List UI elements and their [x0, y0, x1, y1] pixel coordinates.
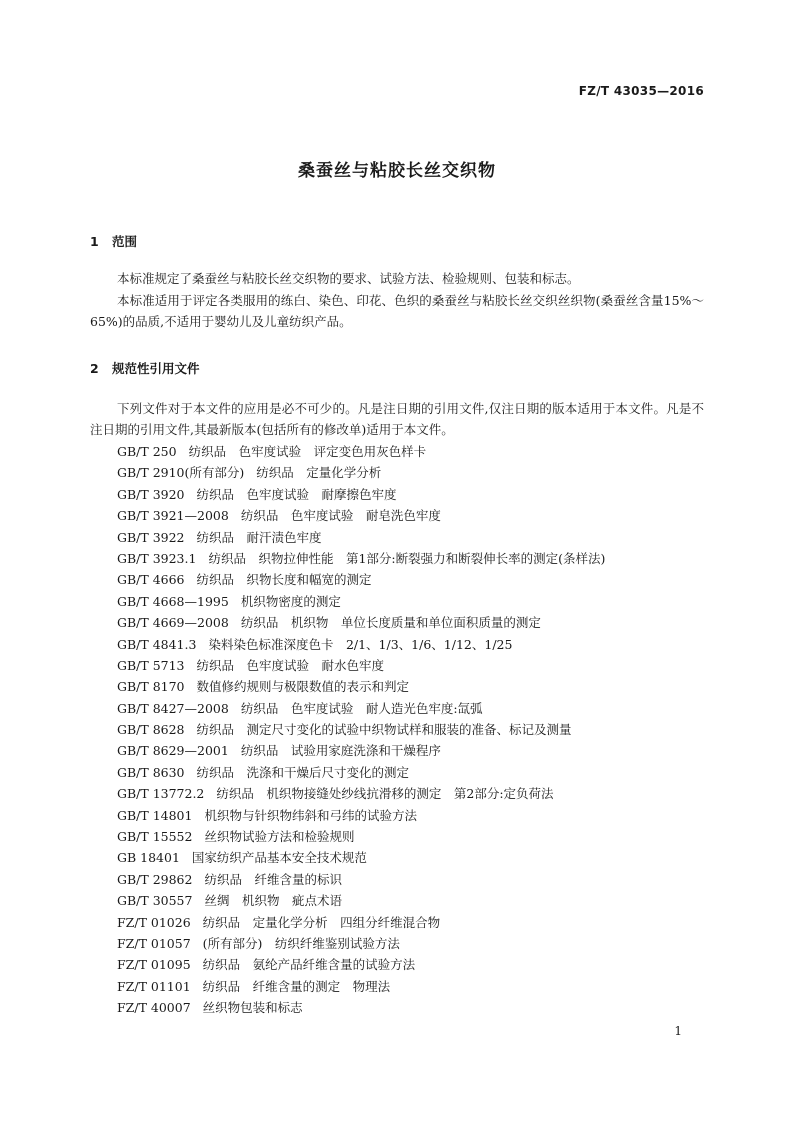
scope-paragraph-2: 本标准适用于评定各类服用的练白、染色、印花、色织的桑蚕丝与粘胶长丝交织丝织物(桑蚕丝含量15%～65%)的品质,不适用于婴幼儿及儿童纺织产品。	[90, 293, 704, 329]
reference-code: GB/T 2910(所有部分)	[117, 465, 245, 481]
section-title: 范围	[112, 234, 138, 249]
page-number: 1	[674, 1024, 682, 1038]
reference-code: FZ/T 01026	[117, 914, 191, 930]
reference-item	[117, 698, 605, 719]
reference-code: GB/T 4841.3	[117, 636, 197, 652]
scope-paragraph-1: 本标准规定了桑蚕丝与粘胶长丝交织物的要求、试验方法、检验规则、包装和标志。	[117, 271, 580, 286]
reference-code: GB/T 250	[117, 444, 177, 459]
reference-title: 纺织品 纤维含量的标识	[204, 871, 342, 887]
reference-title: 国家纺织产品基本安全技术规范	[191, 850, 367, 866]
reference-title: 纺织品 机织物接缝处纱线抗滑移的测定 第2部分:定负荷法	[216, 786, 554, 802]
reference-code: GB/T 30557	[117, 893, 193, 909]
reference-title: 丝织物包装和标志	[202, 1000, 303, 1016]
reference-title: 纺织品 机织物 单位长度质量和单位面积质量的测定	[240, 615, 541, 631]
reference-item	[117, 954, 605, 975]
reference-item	[117, 591, 605, 612]
reference-code: GB 18401	[117, 850, 180, 866]
reference-title: 纺织品 氨纶产品纤维含量的试验方法	[202, 957, 416, 973]
reference-item	[117, 890, 605, 911]
reference-item	[117, 719, 605, 740]
reference-code: GB/T 4669—2008	[117, 615, 229, 631]
reference-title: 纺织品 测定尺寸变化的试验中织物试样和服装的准备、标记及测量	[196, 722, 572, 738]
reference-code: GB/T 5713	[117, 657, 185, 673]
reference-code: FZ/T 01095	[117, 957, 191, 973]
document-title: 桑蚕丝与粘胶长丝交织物	[298, 161, 496, 181]
reference-item	[117, 783, 605, 804]
reference-code: GB/T 8628	[117, 722, 185, 738]
reference-item	[117, 569, 605, 590]
reference-item	[117, 548, 605, 569]
reference-title: 纺织品 色牢度试验 评定变色用灰色样卡	[188, 444, 427, 459]
reference-item	[117, 976, 605, 997]
reference-title: 纺织品 色牢度试验 耐摩擦色牢度	[196, 486, 397, 502]
reference-code: GB/T 14801	[117, 807, 193, 823]
reference-title: 纺织品 色牢度试验 耐皂洗色牢度	[240, 508, 441, 524]
reference-item	[117, 762, 605, 783]
reference-title: 纺织品 定量化学分析	[256, 465, 382, 481]
reference-title: 机织物与针织物纬斜和弓纬的试验方法	[204, 807, 417, 823]
reference-item	[117, 462, 605, 483]
reference-title: 数值修约规则与极限数值的表示和判定	[196, 679, 410, 695]
reference-item	[117, 997, 605, 1018]
reference-item	[117, 634, 605, 655]
reference-list	[117, 441, 605, 1019]
references-intro-paragraph: 下列文件对于本文件的应用是必不可少的。凡是注日期的引用文件,仅注日期的版本适用于本文件。凡是不注日期的引用文件,其最新版本(包括所有的修改单)适用于本文件。	[90, 401, 704, 437]
reference-title: 纺织品 色牢度试验 耐水色牢度	[196, 657, 385, 673]
reference-title: 纺织品 织物拉伸性能 第1部分:断裂强力和断裂伸长率的测定(条样法)	[208, 550, 606, 566]
reference-item	[117, 805, 605, 826]
reference-title: 丝绸 机织物 疵点术语	[204, 893, 342, 909]
section-heading-scope	[90, 232, 137, 250]
reference-item	[117, 847, 605, 868]
reference-item	[117, 655, 605, 676]
reference-item	[117, 441, 605, 462]
reference-item	[117, 740, 605, 761]
reference-code: GB/T 3922	[117, 529, 185, 545]
reference-code: GB/T 4666	[117, 572, 185, 588]
reference-code: GB/T 8170	[117, 679, 185, 695]
reference-code: GB/T 3923.1	[117, 550, 197, 566]
section-number: 1	[90, 234, 99, 249]
reference-code: GB/T 4668—1995	[117, 593, 229, 609]
reference-title: 染料染色标准深度色卡 2/1、1/3、1/6、1/12、1/25	[208, 636, 513, 652]
section-title: 规范性引用文件	[112, 361, 200, 376]
reference-code: FZ/T 01057	[117, 935, 191, 951]
reference-title: 纺织品 纤维含量的测定 物理法	[202, 978, 391, 994]
reference-code: GB/T 8630	[117, 764, 185, 780]
reference-code: GB/T 13772.2	[117, 786, 205, 802]
reference-title: 纺织品 洗涤和干燥后尺寸变化的测定	[196, 764, 410, 780]
reference-code: FZ/T 40007	[117, 1000, 191, 1016]
reference-code: FZ/T 01101	[117, 978, 191, 994]
reference-code: GB/T 29862	[117, 871, 193, 887]
reference-title: 纺织品 定量化学分析 四组分纤维混合物	[202, 914, 441, 930]
reference-title: 丝织物试验方法和检验规则	[204, 829, 355, 845]
reference-code: GB/T 3920	[117, 486, 185, 502]
reference-title: 机织物密度的测定	[240, 593, 341, 609]
standard-code: FZ/T 43035—2016	[578, 84, 704, 98]
reference-item	[117, 933, 605, 954]
section-heading-normative-references	[90, 359, 200, 377]
reference-item	[117, 912, 605, 933]
reference-item	[117, 484, 605, 505]
reference-code: GB/T 8629—2001	[117, 743, 229, 759]
reference-code: GB/T 3921—2008	[117, 508, 229, 524]
reference-item	[117, 612, 605, 633]
reference-code: GB/T 8427—2008	[117, 700, 229, 716]
reference-title: (所有部分) 纺织纤维鉴别试验方法	[202, 935, 400, 951]
reference-item	[117, 505, 605, 526]
reference-item	[117, 826, 605, 847]
reference-code: GB/T 15552	[117, 829, 193, 845]
reference-item	[117, 527, 605, 548]
reference-title: 纺织品 试验用家庭洗涤和干燥程序	[240, 743, 441, 759]
reference-item	[117, 869, 605, 890]
reference-title: 纺织品 织物长度和幅宽的测定	[196, 572, 372, 588]
reference-title: 纺织品 色牢度试验 耐人造光色牢度:氙弧	[240, 700, 483, 716]
reference-item	[117, 676, 605, 697]
section-number: 2	[90, 361, 99, 376]
reference-title: 纺织品 耐汗渍色牢度	[196, 529, 322, 545]
